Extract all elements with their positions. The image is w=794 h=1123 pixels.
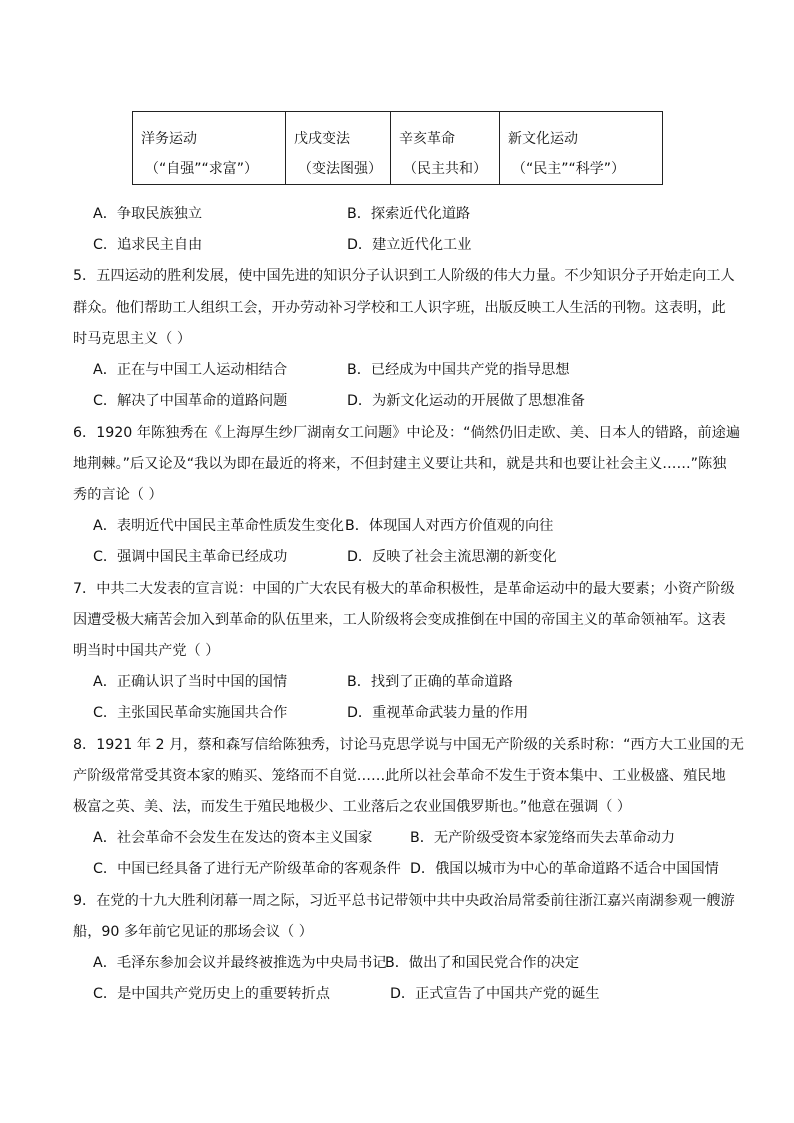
question-7-line: 因遭受极大痛苦会加入到革命的队伍里来，工人阶级将会变成推倒在中国的帝国主义的革命领袖军。这表	[73, 612, 726, 628]
option-a: A．毛泽东参加会议并最终被推选为中央局书记	[93, 955, 387, 971]
option-b: B．找到了正确的革命道路	[347, 674, 513, 690]
option-a: A．表明近代中国民主革命性质发生变化	[93, 518, 344, 534]
option-d: D．建立近代化工业	[347, 237, 472, 253]
question-6-line: 秀的言论（ ）	[73, 487, 163, 503]
option-b: B．已经成为中国共产党的指导思想	[347, 362, 570, 378]
option-a: A．争取民族独立	[93, 206, 203, 222]
option-c: C．是中国共产党历史上的重要转折点	[93, 986, 330, 1002]
movements-table	[132, 111, 663, 185]
table-cell	[133, 112, 286, 185]
cell-subtitle: （“自强”“求富”）	[145, 161, 259, 177]
option-c: C．追求民主自由	[93, 237, 203, 253]
table-cell	[286, 112, 391, 185]
option-a: A．正确认识了当时中国的国情	[93, 674, 288, 690]
option-d: D．为新文化运动的开展做了思想准备	[347, 393, 585, 409]
option-d: D．正式宣告了中国共产党的诞生	[390, 986, 600, 1002]
option-b: B．无产阶级受资本家笼络而失去革命动力	[410, 830, 676, 846]
question-5-line: 5．五四运动的胜利发展，使中国先进的知识分子认识到工人阶级的伟大力量。不少知识分子开始走向工人	[73, 268, 735, 284]
option-c: C．解决了中国革命的道路问题	[93, 393, 288, 409]
table-cell	[391, 112, 500, 185]
question-5-line: 时马克思主义（ ）	[73, 331, 192, 347]
question-7-line: 明当时中国共产党（ ）	[73, 643, 220, 659]
question-8-line: 8．1921 年 2 月，蔡和森写信给陈独秀，讨论马克思学说与中国无产阶级的关系时称：“西方大工业国的无	[73, 737, 744, 753]
option-d: D．反映了社会主流思潮的新变化	[347, 549, 557, 565]
table-cell	[500, 112, 663, 185]
question-6-line: 地荆棘。”后又论及“我以为即在最近的将来，不但封建主义要让共和，就是共和也要让社会主义……”陈独	[73, 456, 727, 472]
option-b: B．体现国人对西方价值观的向往	[345, 518, 554, 534]
option-a: A．正在与中国工人运动相结合	[93, 362, 288, 378]
question-8-line: 产阶级常常受其资本家的贿买、笼络而不自觉……此所以社会革命不发生于资本集中、工业极盛、殖民地	[73, 768, 726, 784]
question-5-line: 群众。他们帮助工人组织工会，开办劳动补习学校和工人识字班，出版反映工人生活的刊物。这表明，此	[73, 300, 726, 316]
cell-title: 戊戌变法	[294, 131, 350, 147]
table-row	[133, 112, 663, 185]
option-a: A．社会革命不会发生在发达的资本主义国家	[93, 830, 373, 846]
cell-subtitle: （变法图强）	[298, 161, 382, 177]
cell-title: 新文化运动	[508, 131, 578, 147]
question-9-line: 9．在党的十九大胜利闭幕一周之际，习近平总书记带领中共中央政治局常委前往浙江嘉兴南湖参观一艘游	[73, 893, 735, 909]
option-d: D．重视革命武装力量的作用	[347, 705, 529, 721]
cell-title: 辛亥革命	[399, 131, 455, 147]
option-c: C．中国已经具备了进行无产阶级革命的客观条件	[93, 861, 401, 877]
option-d: D．俄国以城市为中心的革命道路不适合中国国情	[410, 861, 719, 877]
cell-title: 洋务运动	[141, 131, 197, 147]
question-8-line: 极富之英、美、法，而发生于殖民地极少、工业落后之农业国俄罗斯也。”他意在强调（ ）	[73, 799, 632, 815]
option-c: C．强调中国民主革命已经成功	[93, 549, 288, 565]
question-9-line: 船，90 多年前它见证的那场会议（ ）	[73, 924, 313, 940]
cell-subtitle: （“民主”“科学”）	[512, 161, 626, 177]
cell-subtitle: （民主共和）	[403, 161, 487, 177]
question-7-line: 7．中共二大发表的宣言说：中国的广大农民有极大的革命积极性，是革命运动中的最大要素；小资产阶级	[73, 581, 735, 597]
question-6-line: 6．1920 年陈独秀在《上海厚生纱厂湖南女工问题》中论及：“倘然仍旧走欧、美、日本人的错路，前途遍	[73, 425, 741, 441]
option-b: B．做出了和国民党合作的决定	[385, 955, 580, 971]
option-b: B．探索近代化道路	[347, 206, 471, 222]
option-c: C．主张国民革命实施国共合作	[93, 705, 288, 721]
